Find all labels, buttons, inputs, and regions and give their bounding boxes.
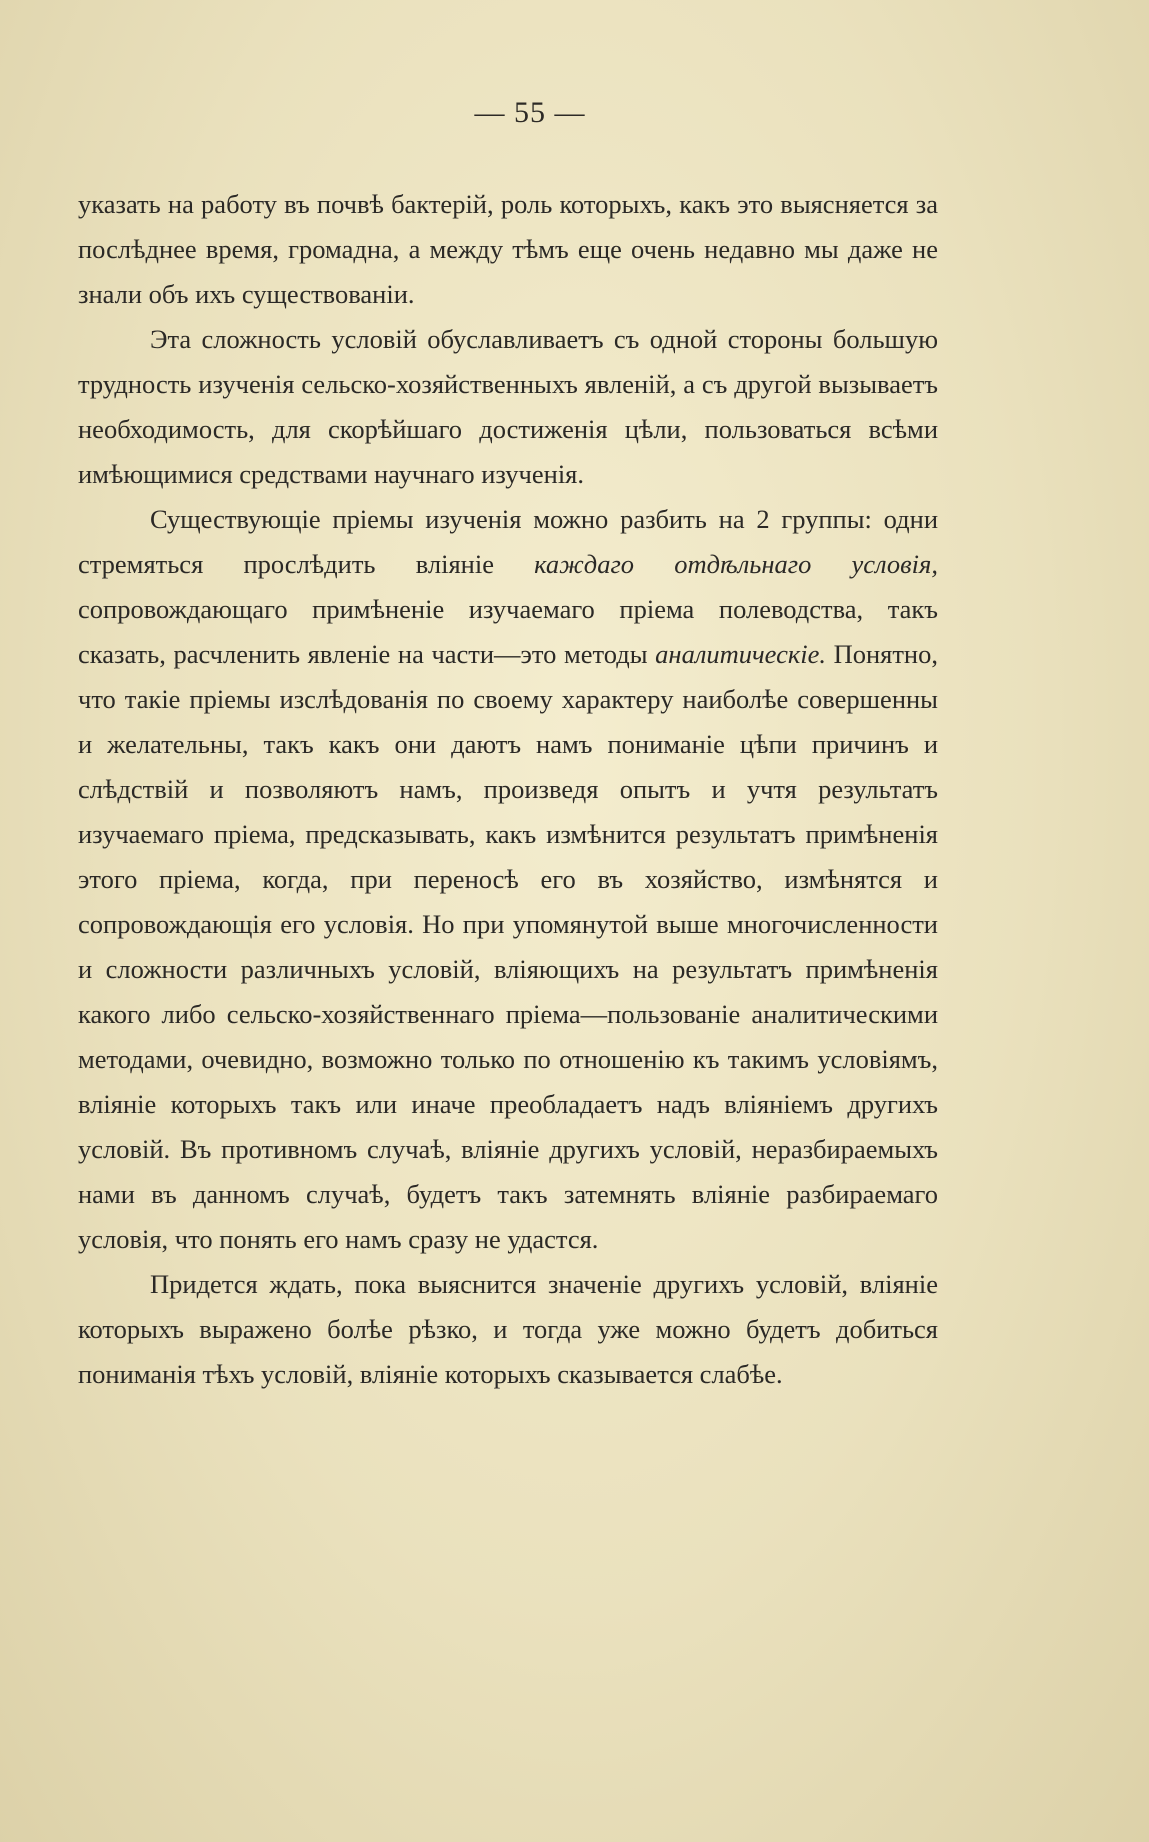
- text-segment: Эта сложность условій обуславливаетъ съ одной стороны большую трудность изученія сельско-хозяйственныхъ явленій, а съ другой вызываетъ необходимость, для скорѣйшаго достиженія цѣли, пользоваться всѣми имѣющимися средствами научнаго изученія.: [78, 324, 938, 489]
- text-segment: Придется ждать, пока выяснится значеніе другихъ условій, вліяніе которыхъ выражено болѣе рѣзко, и тогда уже можно будетъ добиться пониманія тѣхъ условій, вліяніе которыхъ сказывается слабѣе.: [78, 1269, 938, 1389]
- italic-text-segment: аналитическіе.: [655, 639, 826, 669]
- italic-text-segment: каждаго отдѣльнаго условія,: [534, 549, 938, 579]
- body-text: [78, 182, 938, 1397]
- text-segment: Понятно, что такіе пріемы изслѣдованія по своему характеру наиболѣе совершенны и желательны, такъ какъ они даютъ намъ пониманіе цѣпи причинъ и слѣдствій и позволяютъ намъ, произведя опытъ и учтя результатъ изучаемаго пріема, предсказывать, какъ измѣнится результатъ примѣненія этого пріема, когда, при переносѣ его въ хозяйство, измѣнятся и сопровождающія его условія. Но при упомянутой выше многочисленности и сложности различныхъ условій, вліяющихъ на результатъ примѣненія какого либо сельско-хозяйственнаго пріема—пользованіе аналитическими методами, очевидно, возможно только по отношенію къ такимъ условіямъ, вліяніе которыхъ такъ или иначе преобладаетъ надъ вліяніемъ другихъ условій. Въ противномъ случаѣ, вліяніе другихъ условій, неразбираемыхъ нами въ данномъ случаѣ, будетъ такъ затемнять вліяніе разбираемаго условія, что понять его намъ сразу не удастся.: [78, 639, 938, 1254]
- paragraph: [78, 182, 938, 317]
- text-segment: Существующіе пріемы изученія можно разбить на 2 группы: одни стремяться прослѣдить вліяніе: [78, 504, 938, 579]
- text-segment: сопровождающаго примѣненіе изучаемаго пріема полеводства, такъ сказать, расчленить явленіе на части—это методы: [78, 594, 938, 669]
- paragraph: [78, 497, 938, 1262]
- page-number: — 55 —: [474, 96, 586, 129]
- text-segment: указать на работу въ почвѣ бактерій, роль которыхъ, какъ это выясняется за послѣднее время, громадна, а между тѣмъ еще очень недавно мы даже не знали объ ихъ существованіи.: [78, 189, 938, 309]
- paragraph: [78, 1262, 938, 1397]
- paragraph: [78, 317, 938, 497]
